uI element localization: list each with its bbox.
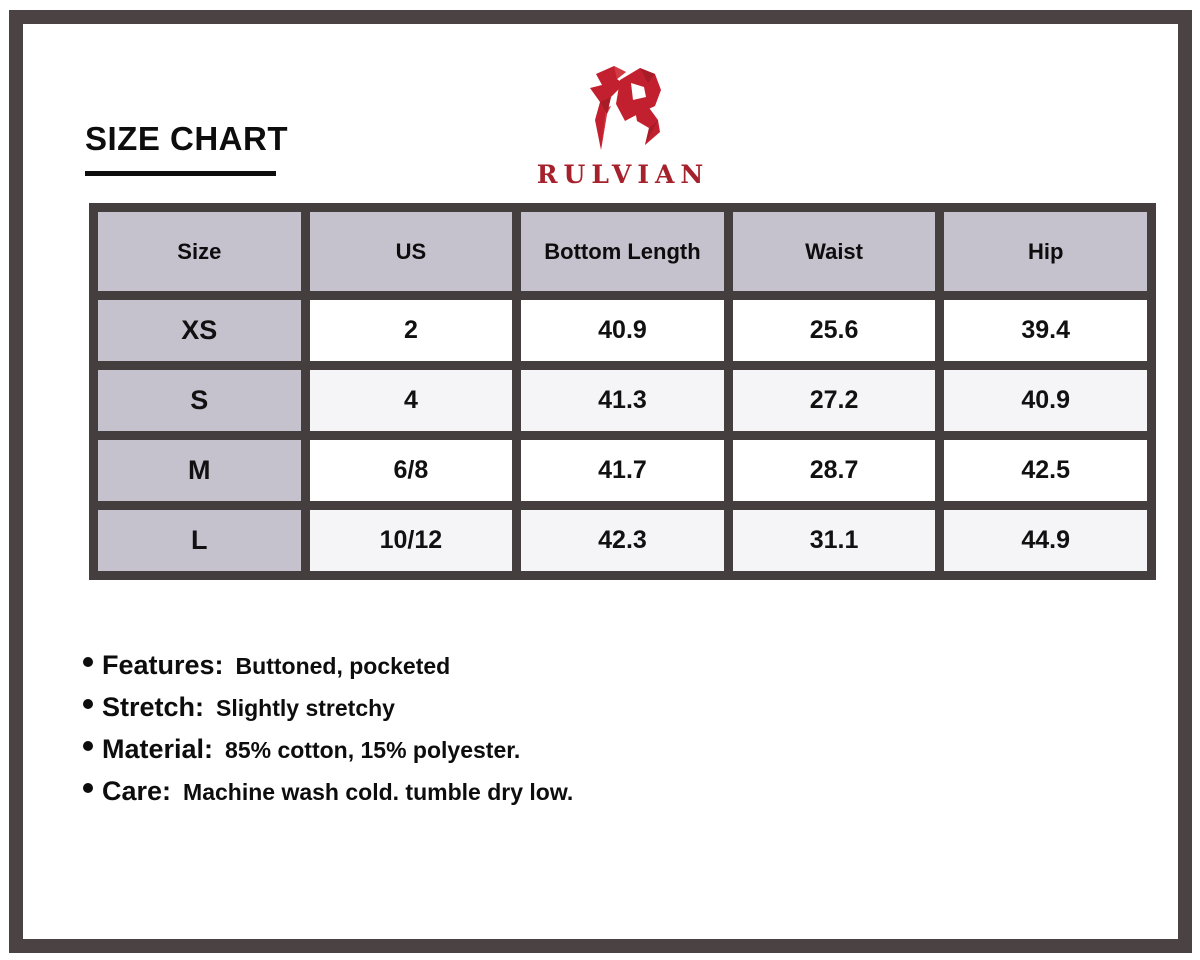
- us-cell: 2: [305, 296, 517, 366]
- waist-cell: 28.7: [728, 436, 940, 506]
- bullet-icon: [83, 657, 93, 667]
- hip-cell: 42.5: [940, 436, 1152, 506]
- us-cell: 4: [305, 366, 517, 436]
- size-label-cell: M: [94, 436, 306, 506]
- header-cell-bottom-length: Bottom Length: [517, 208, 729, 296]
- bottom-length-cell: 40.9: [517, 296, 729, 366]
- bullet-icon: [83, 699, 93, 709]
- header-cell-size: Size: [94, 208, 306, 296]
- hip-cell: 39.4: [940, 296, 1152, 366]
- header-cell-waist: Waist: [728, 208, 940, 296]
- detail-value: Slightly stretchy: [216, 695, 395, 721]
- table-row-l: [94, 506, 1152, 576]
- waist-cell: 27.2: [728, 366, 940, 436]
- title-block: [85, 120, 288, 176]
- detail-label: Material:: [102, 734, 214, 764]
- detail-item-material: [83, 734, 573, 765]
- size-table: [89, 203, 1156, 580]
- detail-label: Care:: [102, 776, 172, 806]
- detail-value: Buttoned, pocketed: [235, 653, 451, 679]
- bottom-length-cell: 41.7: [517, 436, 729, 506]
- table-row-s: [94, 366, 1152, 436]
- detail-label: Features:: [102, 650, 224, 680]
- brand-wordmark: RULVIAN: [536, 160, 710, 189]
- table-header-row: [94, 208, 1152, 296]
- hip-cell: 44.9: [940, 506, 1152, 576]
- table-row-m: [94, 436, 1152, 506]
- header-cell-us: US: [305, 208, 517, 296]
- title-underline: [85, 171, 276, 176]
- product-details-list: [83, 650, 573, 818]
- detail-item-features: [83, 650, 573, 681]
- bottom-length-cell: 41.3: [517, 366, 729, 436]
- page-frame: [9, 10, 1192, 953]
- us-cell: 6/8: [305, 436, 517, 506]
- bullet-icon: [83, 783, 93, 793]
- page-title: SIZE CHART: [85, 120, 288, 157]
- rulvian-r-icon: [577, 58, 669, 158]
- header-cell-hip: Hip: [940, 208, 1152, 296]
- hip-cell: 40.9: [940, 366, 1152, 436]
- size-label-cell: L: [94, 506, 306, 576]
- detail-item-care: [83, 776, 573, 807]
- size-label-cell: S: [94, 366, 306, 436]
- bullet-icon: [83, 741, 93, 751]
- detail-value: 85% cotton, 15% polyester.: [225, 737, 521, 763]
- waist-cell: 31.1: [728, 506, 940, 576]
- table-row-xs: [94, 296, 1152, 366]
- size-chart-content: [23, 24, 1178, 939]
- detail-value: Machine wash cold. tumble dry low.: [183, 779, 574, 805]
- waist-cell: 25.6: [728, 296, 940, 366]
- detail-item-stretch: [83, 692, 573, 723]
- bottom-length-cell: 42.3: [517, 506, 729, 576]
- detail-label: Stretch:: [102, 692, 205, 722]
- size-label-cell: XS: [94, 296, 306, 366]
- us-cell: 10/12: [305, 506, 517, 576]
